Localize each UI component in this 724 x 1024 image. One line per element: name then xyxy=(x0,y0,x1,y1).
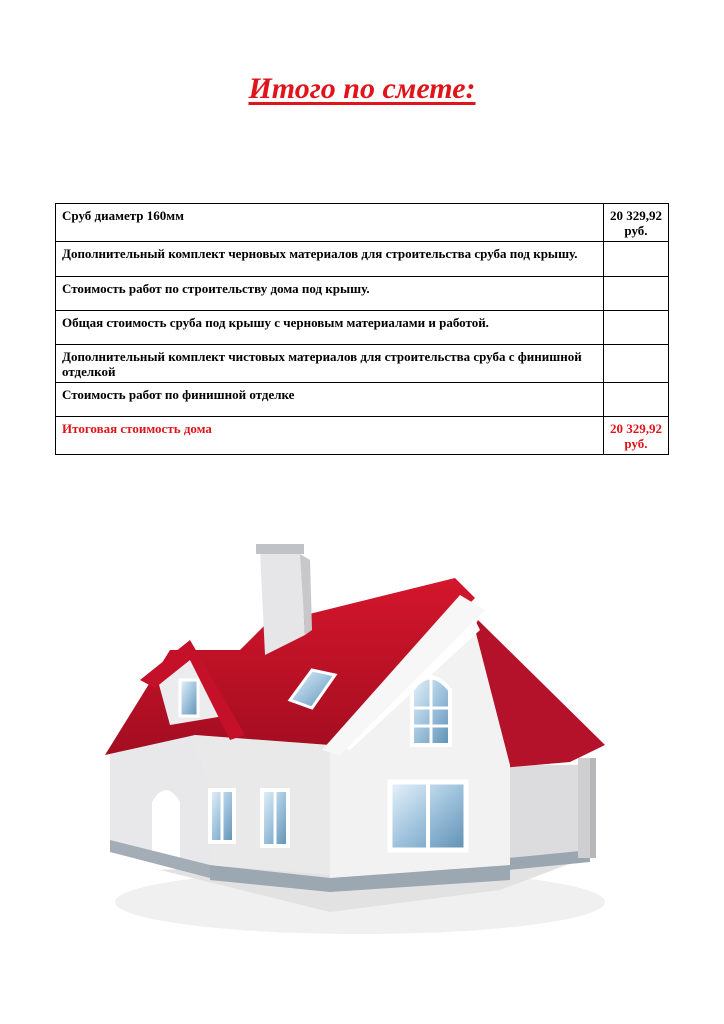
row-price xyxy=(604,204,669,242)
price-value: 20 329,92 xyxy=(610,421,662,436)
estimate-table xyxy=(55,203,669,455)
row-price xyxy=(604,345,669,383)
price-currency: руб. xyxy=(624,223,648,238)
row-label: Сруб диаметр 160мм xyxy=(56,204,604,242)
dormer-window xyxy=(180,680,198,716)
chimney-cap xyxy=(256,544,304,554)
porch-arch xyxy=(152,790,180,858)
table-row xyxy=(56,345,669,383)
total-label: Итоговая стоимость дома xyxy=(56,417,604,455)
row-label: Дополнительный комплект чистовых материалов для строительства сруба с финишной отделкой xyxy=(56,345,604,383)
row-price xyxy=(604,242,669,277)
table-row xyxy=(56,277,669,311)
row-label: Стоимость работ по финишной отделке xyxy=(56,383,604,417)
row-label: Общая стоимость сруба под крышу с черновым материалами и работой. xyxy=(56,311,604,345)
table-row xyxy=(56,311,669,345)
annex-wall xyxy=(508,765,590,858)
row-price xyxy=(604,383,669,417)
right-pillar-shade xyxy=(590,758,596,858)
price-value: 20 329,92 xyxy=(610,208,662,223)
row-price xyxy=(604,311,669,345)
price-currency: руб. xyxy=(624,436,648,451)
row-label: Стоимость работ по строительству дома под крышу. xyxy=(56,277,604,311)
table-row xyxy=(56,242,669,277)
house-illustration xyxy=(100,540,620,940)
row-price xyxy=(604,277,669,311)
page-title: Итого по смете: xyxy=(248,72,476,105)
table-row xyxy=(56,383,669,417)
total-row xyxy=(56,417,669,455)
table-row xyxy=(56,204,669,242)
total-price xyxy=(604,417,669,455)
row-label: Дополнительный комплект черновых материалов для строительства сруба под крышу. xyxy=(56,242,604,277)
